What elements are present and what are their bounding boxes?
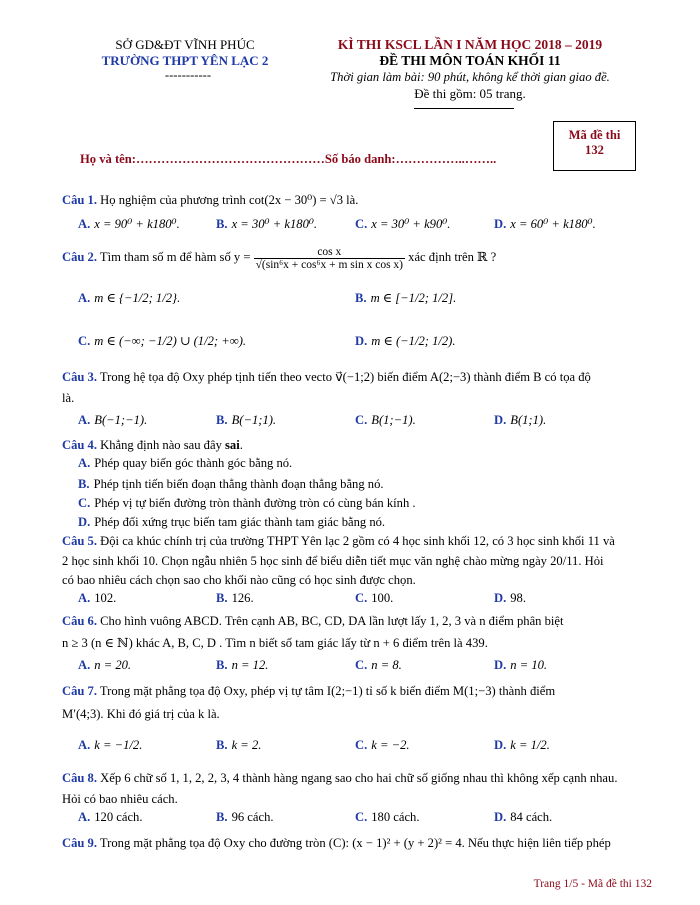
question-8: Câu 8. Xếp 6 chữ số 1, 1, 2, 2, 3, 4 thành hàng ngang sao cho hai chữ số giống nhau thì không xếp cạnh nhau. Hỏi có bao nhiêu cách. [62, 771, 618, 806]
exam-code-box [553, 121, 636, 171]
question-1 [62, 190, 652, 211]
q1-option-a: A. x = 90⁰ + k180⁰. [78, 217, 180, 231]
exam-subject: ĐỀ THI MÔN TOÁN KHỐI 11 [379, 53, 561, 68]
question-text: Họ nghiệm của phương trình cot(2x − 30⁰) = √3 là. [100, 193, 359, 207]
question-3: Câu 3. Trong hệ tọa độ Oxy phép tịnh tiến theo vecto v⃗(−1;2) biến điểm A(2;−3) thành điểm B có tọa độ là. [62, 370, 591, 405]
q7-option-a: A. k = −1/2. [78, 738, 143, 752]
q5-option-c: C. 100. [355, 591, 394, 605]
q7-option-c: C. k = −2. [355, 738, 410, 752]
exam-page-count: Đề thi gồm: 05 trang. [414, 86, 526, 101]
exam-duration: Thời gian làm bài: 90 phút, không kể thời gian giao đề. [330, 70, 610, 84]
q3-option-b: B. B(−1;1). [216, 413, 277, 427]
q5-option-d: D. 98. [494, 591, 526, 605]
q2-option-c: C. m ∈ (−∞; −1/2) ∪ (1/2; +∞). [78, 334, 247, 348]
q2-option-a: A. m ∈ {−1/2; 1/2}. [78, 291, 181, 305]
q4-option-c: C. Phép vị tự biến đường tròn thành đường tròn có cùng bán kính . [78, 496, 416, 510]
q1-option-b: B. x = 30⁰ + k180⁰. [216, 217, 318, 231]
department-name: SỞ GD&ĐT VĨNH PHÚC [115, 37, 255, 52]
q1-option-d: D. x = 60⁰ + k180⁰. [494, 217, 596, 231]
q1-option-c: C. x = 30⁰ + k90⁰. [355, 217, 451, 231]
question-9: Câu 9. Trong mặt phẳng tọa độ Oxy cho đường tròn (C): (x − 1)² + (y + 2)² = 4. Nếu thực hiện liên tiếp phép [62, 836, 611, 850]
candidate-info-line: Họ và tên:………………………………………Số báo danh:……………..…….. [80, 152, 497, 166]
q3-option-d: D. B(1;1). [494, 413, 547, 427]
exam-code-label: Mã đề thi [568, 128, 621, 142]
q8-option-b: B. 96 cách. [216, 810, 274, 824]
q6-option-d: D. n = 10. [494, 658, 548, 672]
q6-option-a: A. n = 20. [78, 658, 132, 672]
q3-option-c: C. B(1;−1). [355, 413, 416, 427]
q6-option-b: B. n = 12. [216, 658, 269, 672]
exam-title: KÌ THI KSCL LẦN I NĂM HỌC 2018 – 2019 [337, 37, 603, 52]
question-2: Câu 2. Tìm tham số m để hàm số y = $\frac{\text{cos x}}{\text{√(sin⁶x + cos⁶x + m sin x cos x)}}$ xác định trên ℝ ? [62, 245, 497, 271]
q8-option-a: A. 120 cách. [78, 810, 143, 824]
question-4: Câu 4. Khẳng định nào sau đây sai. [62, 438, 243, 452]
question-7: Câu 7. Trong mặt phẳng tọa độ Oxy, phép vị tự tâm I(2;−1) tỉ số k biến điểm M(1;−3) thành điểm M′(4;3). Khi đó giá trị của k là. [62, 684, 556, 721]
q4-option-b: B. Phép tịnh tiến biến đoạn thẳng thành đoạn thẳng bằng nó. [78, 477, 384, 491]
q2-option-b: B. m ∈ [−1/2; 1/2]. [355, 291, 457, 305]
q5-option-a: A. 102. [78, 591, 117, 605]
header-rule [414, 108, 514, 109]
q8-option-c: C. 180 cách. [355, 810, 420, 824]
q3-option-a: A. B(−1;−1). [78, 413, 148, 427]
q4-option-a: A. Phép quay biến góc thành góc bằng nó. [78, 456, 293, 470]
q7-option-d: D. k = 1/2. [494, 738, 550, 752]
question-5: Câu 5. Đội ca khúc chính trị của trường THPT Yên lạc 2 gồm có 4 học sinh khối 12, có 3 học sinh khối 11 và 2 học sinh khối 10. Chọn ngẫu nhiên 5 học sinh để biểu diễn tiết mục văn nghệ chào mừng ngày 20/11. Hỏi có bao nhiêu cách chọn sao cho khối nào cũng có học sinh được chọn. [62, 534, 615, 587]
q2-option-d: D. m ∈ (−1/2; 1/2). [355, 334, 456, 348]
q7-option-b: B. k = 2. [216, 738, 262, 752]
q6-option-c: C. n = 8. [355, 658, 402, 672]
q4-option-d: D. Phép đối xứng trục biến tam giác thành tam giác bằng nó. [78, 515, 386, 529]
question-6: Câu 6. Cho hình vuông ABCD. Trên cạnh AB, BC, CD, DA lần lượt lấy 1, 2, 3 và n điểm phân biệt n ≥ 3 (n ∈ ℕ) khác A, B, C, D . Tìm n biết số tam giác lấy từ n + 6 điểm trên là 439. [62, 614, 564, 650]
header-left-dashes: ----------- [164, 68, 212, 82]
q8-option-d: D. 84 cách. [494, 810, 553, 824]
exam-code-value: 132 [585, 143, 604, 157]
school-name: TRƯỜNG THPT YÊN LẠC 2 [101, 53, 269, 68]
question-label: Câu 1. [62, 193, 97, 207]
page-footer: Trang 1/5 - Mã đề thi 132 [533, 878, 652, 890]
q5-option-b: B. 126. [216, 591, 254, 605]
q2-fraction: $\frac{\text{cos x}}{\text{√(sin⁶x + cos⁶x + m sin x cos x)}}$ [255, 245, 404, 271]
